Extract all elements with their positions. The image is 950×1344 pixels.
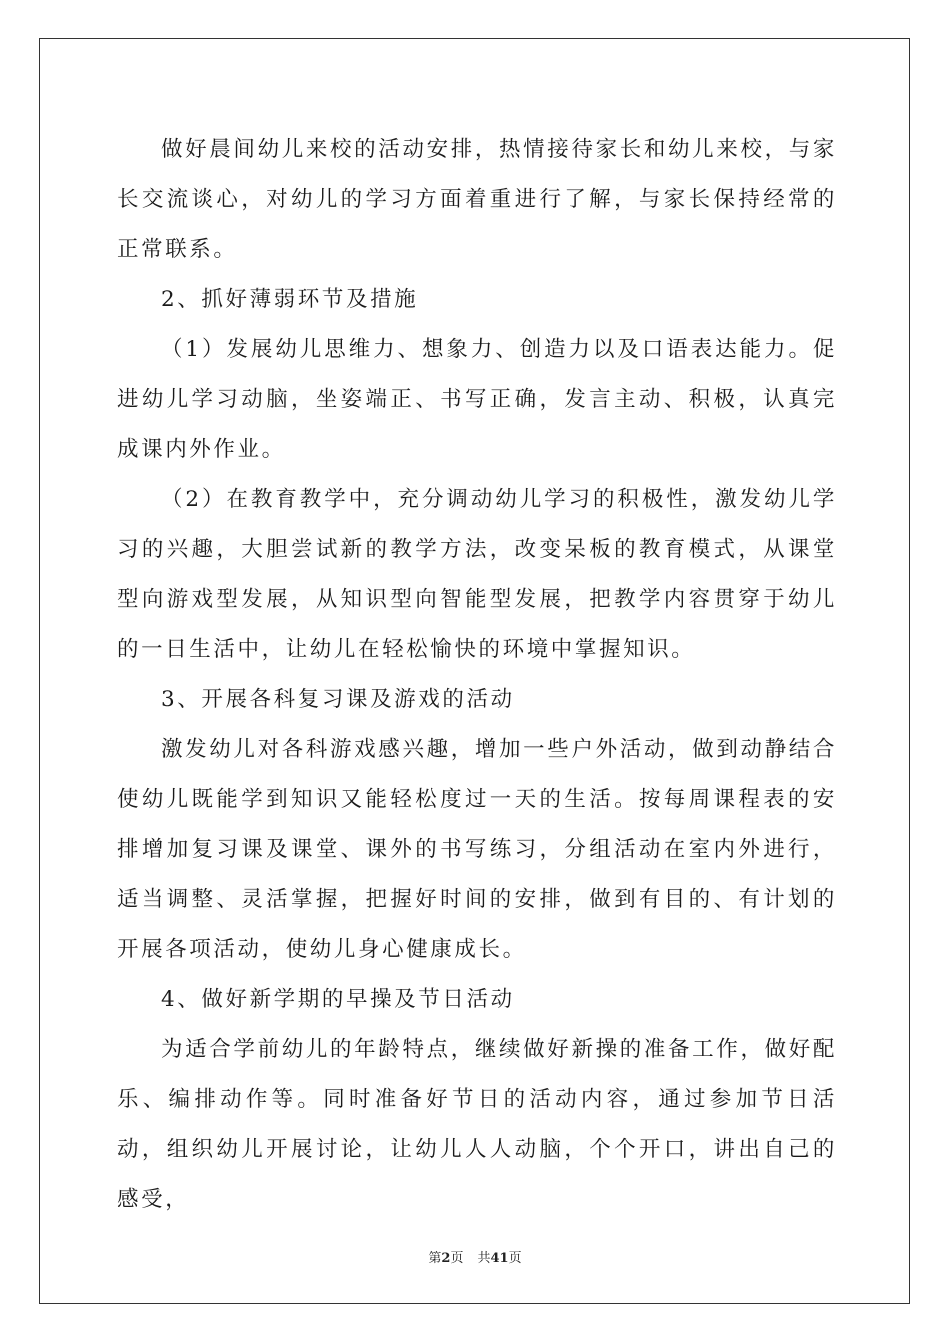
footer-page-suffix: 页	[450, 1251, 464, 1266]
heading-morning-exercise: 4、做好新学期的早操及节日活动	[161, 987, 515, 1012]
paragraph-morning-exercise: 为适合学前幼儿的年龄特点，继续做好新操的准备工作，做好配乐、编排动作等。同时准备好节日的活动内容，通过参加节日活动，组织幼儿开展讨论，让幼儿人人动脑，个个开口，讲出自己的感受，	[117, 1037, 837, 1212]
footer-total-number: 41	[490, 1251, 509, 1266]
paragraph-item-2: （2）在教育教学中，充分调动幼儿学习的积极性，激发幼儿学习的兴趣，大胆尝试新的教学方法，改变呆板的教育模式，从课堂型向游戏型发展，从知识型向智能型发展，把教学内容贯穿于幼儿的一日生活中，让幼儿在轻松愉快的环境中掌握知识。	[117, 487, 837, 662]
paragraph-morning-reception: 做好晨间幼儿来校的活动安排，热情接待家长和幼儿来校，与家长交流谈心，对幼儿的学习方面着重进行了解，与家长保持经常的正常联系。	[117, 137, 837, 262]
paragraph-review-games: 激发幼儿对各科游戏感兴趣，增加一些户外活动，做到动静结合使幼儿既能学到知识又能轻松度过一天的生活。按每周课程表的安排增加复习课及课堂、课外的书写练习，分组活动在室内外进行，适当调整、灵活掌握，把握好时间的安排，做到有目的、有计划的开展各项活动，使幼儿身心健康成长。	[117, 737, 837, 962]
footer-page-number: 2	[441, 1251, 451, 1266]
heading-weak-links: 2、抓好薄弱环节及措施	[161, 287, 419, 312]
footer-total-prefix: 共	[477, 1251, 491, 1266]
heading-review-games: 3、开展各科复习课及游戏的活动	[161, 687, 515, 712]
paragraph-item-1: （1）发展幼儿思维力、想象力、创造力以及口语表达能力。促进幼儿学习动脑，坐姿端正、书写正确，发言主动、积极，认真完成课内外作业。	[117, 337, 837, 462]
page-footer	[0, 1247, 950, 1266]
document-body	[117, 125, 837, 1225]
footer-total-suffix: 页	[508, 1251, 522, 1266]
footer-page-prefix: 第	[428, 1251, 442, 1266]
